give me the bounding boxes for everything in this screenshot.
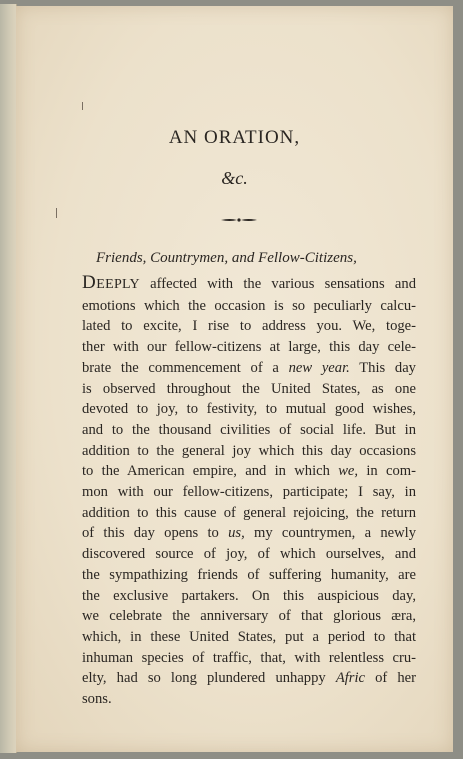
- text-line: [82, 337, 416, 358]
- text-line: [82, 544, 416, 565]
- line-text: in com-: [358, 463, 416, 480]
- text-line: [82, 461, 416, 482]
- text-line: [82, 503, 416, 524]
- drop-cap: D: [82, 272, 97, 293]
- text-line: [82, 296, 416, 317]
- page-subtitle-etc: &c.: [221, 168, 248, 188]
- italic-word: new year.: [288, 359, 350, 376]
- italic-word: Afric: [335, 670, 365, 687]
- line-text: This day: [349, 359, 416, 376]
- line-text: addition to this cause of general rejoicing, the return: [82, 504, 416, 521]
- book-spine-edge: [0, 4, 17, 753]
- text-line: [82, 420, 416, 441]
- line-text: devoted to joy, to festivity, to mutual good wishes,: [82, 401, 416, 418]
- line-text: which, in these United States, put a period to that: [82, 628, 416, 645]
- margin-mark: [82, 102, 83, 110]
- page-title: AN ORATION,: [168, 127, 301, 148]
- text-line: [82, 273, 416, 296]
- text-line: [82, 627, 416, 648]
- text-line: [82, 689, 416, 710]
- line-text: is observed throughout the United States, as one: [82, 380, 416, 397]
- text-line: [82, 565, 416, 586]
- line-text: brate the commencement of a: [82, 359, 289, 376]
- line-text: the sympathizing friends of suffering humanity, are: [82, 566, 416, 583]
- small-caps-word: EEPLY: [96, 277, 140, 292]
- line-text: to the American empire, and in which: [82, 463, 339, 480]
- text-line: [82, 523, 416, 544]
- line-text: mon with our fellow-citizens, participate; I say, in: [82, 484, 416, 501]
- oration-body: [82, 273, 416, 710]
- line-text: ther with our fellow-citizens at large, this day cele-: [82, 339, 416, 356]
- line-text: my countrymen, a newly: [244, 525, 416, 542]
- text-line: [82, 441, 416, 462]
- line-text: and to the thousand civilities of social life. But in: [82, 421, 416, 438]
- book-page: [16, 6, 453, 752]
- line-text: emotions which the occasion is so peculiarly calcu-: [82, 297, 416, 314]
- line-text: the exclusive partakers. On this auspicious day,: [82, 587, 416, 604]
- line-text: addition to the general joy which this day occasions: [82, 442, 416, 459]
- line-text: of this day opens to: [82, 525, 229, 542]
- line-text: affected with the various sensations and: [139, 276, 416, 292]
- line-text: inhuman species of traffic, that, with relentless cru-: [82, 649, 416, 666]
- text-line: [82, 482, 416, 503]
- text-line: [82, 668, 416, 689]
- divider-ornament-icon: [220, 216, 258, 224]
- text-line: [82, 399, 416, 420]
- text-line: [82, 379, 416, 400]
- line-text: of her: [365, 670, 416, 687]
- text-line: [82, 648, 416, 669]
- line-text: we celebrate the anniversary of that glorious æra,: [82, 608, 416, 625]
- line-text: lated to excite, I rise to address you. We, toge-: [82, 318, 416, 335]
- text-line: [82, 586, 416, 607]
- salutation: Friends, Countrymen, and Fellow-Citizens,: [96, 250, 357, 266]
- line-text: sons.: [82, 691, 112, 708]
- text-line: [82, 316, 416, 337]
- italic-word: we,: [338, 463, 359, 480]
- italic-word: us,: [228, 525, 245, 542]
- text-line: [82, 606, 416, 627]
- line-text: elty, had so long plundered unhappy: [82, 670, 336, 687]
- margin-mark: [56, 208, 57, 218]
- line-text: discovered source of joy, of which ourselves, and: [82, 546, 416, 563]
- text-line: [82, 358, 416, 379]
